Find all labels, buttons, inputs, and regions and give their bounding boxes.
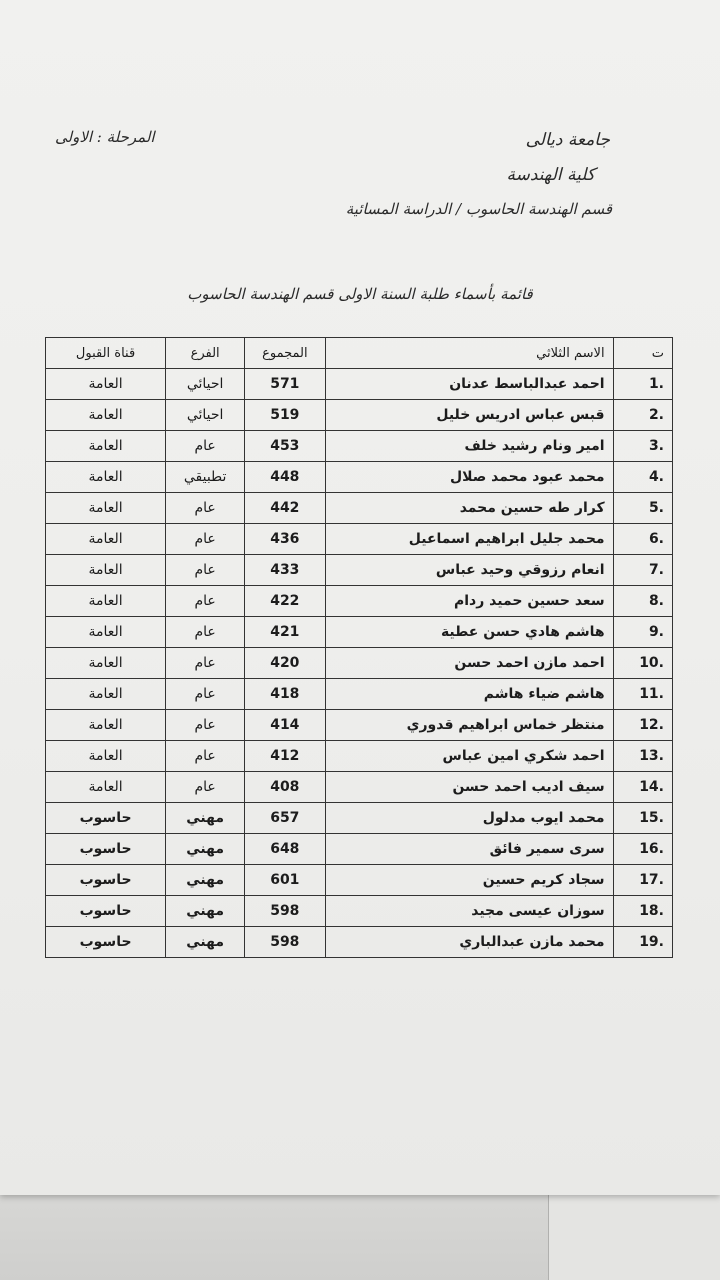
row-branch: احيائي (166, 400, 245, 431)
row-branch: عام (166, 431, 245, 462)
row-name: امير ونام رشيد خلف (325, 431, 613, 462)
header-branch: الفرع (166, 338, 245, 369)
list-title: قائمة بأسماء طلبة السنة الاولى قسم الهندسة الحاسوب (187, 285, 533, 303)
row-branch: عام (166, 586, 245, 617)
row-channel: العامة (46, 462, 166, 493)
row-name: محمد عبود محمد صلال (325, 462, 613, 493)
row-name: احمد عبدالباسط عدنان (325, 369, 613, 400)
row-total: 408 (245, 772, 325, 803)
row-num: 13. (613, 741, 672, 772)
table-row (46, 896, 673, 927)
row-branch: مهني (166, 896, 245, 927)
row-name: محمد مازن عبدالباري (325, 927, 613, 958)
row-num: 6. (613, 524, 672, 555)
table-row (46, 648, 673, 679)
row-num: 10. (613, 648, 672, 679)
row-total: 442 (245, 493, 325, 524)
row-total: 433 (245, 555, 325, 586)
underlying-sheet-corner (548, 1190, 720, 1280)
department-heading: قسم الهندسة الحاسوب / الدراسة المسائية (345, 200, 612, 218)
table-row (46, 462, 673, 493)
row-branch: عام (166, 741, 245, 772)
row-channel: حاسوب (46, 927, 166, 958)
row-channel: حاسوب (46, 896, 166, 927)
table-row (46, 369, 673, 400)
table-row (46, 772, 673, 803)
row-num: 1. (613, 369, 672, 400)
university-heading: جامعة ديالى (525, 130, 610, 150)
row-num: 2. (613, 400, 672, 431)
row-total: 598 (245, 896, 325, 927)
row-num: 4. (613, 462, 672, 493)
header-name: الاسم الثلاثي (325, 338, 613, 369)
college-heading: كلية الهندسة (506, 165, 595, 185)
header-channel: قناة القبول (46, 338, 166, 369)
row-channel: العامة (46, 772, 166, 803)
row-name: محمد جليل ابراهيم اسماعيل (325, 524, 613, 555)
row-branch: مهني (166, 865, 245, 896)
row-num: 19. (613, 927, 672, 958)
row-name: محمد ايوب مدلول (325, 803, 613, 834)
row-channel: العامة (46, 741, 166, 772)
row-name: هاشم ضياء هاشم (325, 679, 613, 710)
row-name: سرى سمير فائق (325, 834, 613, 865)
table-row (46, 555, 673, 586)
row-num: 18. (613, 896, 672, 927)
row-num: 12. (613, 710, 672, 741)
row-channel: العامة (46, 617, 166, 648)
row-total: 453 (245, 431, 325, 462)
row-branch: عام (166, 617, 245, 648)
row-num: 9. (613, 617, 672, 648)
row-num: 5. (613, 493, 672, 524)
row-channel: العامة (46, 493, 166, 524)
row-channel: العامة (46, 431, 166, 462)
row-name: انعام رزوقي وحيد عباس (325, 555, 613, 586)
row-total: 421 (245, 617, 325, 648)
row-num: 16. (613, 834, 672, 865)
row-total: 657 (245, 803, 325, 834)
table-row (46, 493, 673, 524)
row-branch: تطبيقي (166, 462, 245, 493)
row-branch: مهني (166, 803, 245, 834)
row-name: سجاد كريم حسين (325, 865, 613, 896)
row-channel: العامة (46, 524, 166, 555)
row-branch: عام (166, 555, 245, 586)
row-channel: العامة (46, 710, 166, 741)
row-num: 15. (613, 803, 672, 834)
row-branch: عام (166, 710, 245, 741)
row-branch: عام (166, 772, 245, 803)
table-row (46, 400, 673, 431)
row-channel: العامة (46, 400, 166, 431)
row-name: منتظر خماس ابراهيم قدوري (325, 710, 613, 741)
table-row (46, 586, 673, 617)
stage-label: المرحلة : الاولى (55, 128, 155, 146)
row-channel: العامة (46, 586, 166, 617)
row-total: 422 (245, 586, 325, 617)
row-branch: عام (166, 679, 245, 710)
row-num: 14. (613, 772, 672, 803)
row-branch: مهني (166, 834, 245, 865)
row-total: 598 (245, 927, 325, 958)
row-num: 17. (613, 865, 672, 896)
row-channel: حاسوب (46, 865, 166, 896)
row-total: 519 (245, 400, 325, 431)
table-row (46, 617, 673, 648)
row-name: احمد مازن احمد حسن (325, 648, 613, 679)
table-row (46, 927, 673, 958)
row-num: 11. (613, 679, 672, 710)
row-channel: العامة (46, 369, 166, 400)
table-row (46, 741, 673, 772)
row-channel: حاسوب (46, 803, 166, 834)
header-total: المجموع (245, 338, 325, 369)
row-branch: احيائي (166, 369, 245, 400)
row-total: 601 (245, 865, 325, 896)
row-branch: عام (166, 648, 245, 679)
row-channel: العامة (46, 648, 166, 679)
table-row (46, 679, 673, 710)
table-row (46, 431, 673, 462)
row-total: 412 (245, 741, 325, 772)
row-total: 571 (245, 369, 325, 400)
row-branch: عام (166, 524, 245, 555)
table-row (46, 524, 673, 555)
students-table (45, 337, 673, 958)
row-channel: العامة (46, 555, 166, 586)
row-num: 8. (613, 586, 672, 617)
table-row (46, 710, 673, 741)
row-name: سعد حسين حميد ردام (325, 586, 613, 617)
row-total: 436 (245, 524, 325, 555)
row-name: هاشم هادي حسن عطية (325, 617, 613, 648)
row-total: 418 (245, 679, 325, 710)
header-num: ت (613, 338, 672, 369)
table-row (46, 865, 673, 896)
table-row (46, 834, 673, 865)
row-branch: عام (166, 493, 245, 524)
row-total: 448 (245, 462, 325, 493)
row-name: سوزان عيسى مجيد (325, 896, 613, 927)
table-header-row (46, 338, 673, 369)
row-num: 7. (613, 555, 672, 586)
row-channel: العامة (46, 679, 166, 710)
table-body (46, 369, 673, 958)
table-row (46, 803, 673, 834)
row-total: 648 (245, 834, 325, 865)
row-total: 414 (245, 710, 325, 741)
row-name: كرار طه حسين محمد (325, 493, 613, 524)
row-name: سيف اديب احمد حسن (325, 772, 613, 803)
row-total: 420 (245, 648, 325, 679)
row-branch: مهني (166, 927, 245, 958)
row-name: احمد شكري امين عباس (325, 741, 613, 772)
row-name: قبس عباس ادريس خليل (325, 400, 613, 431)
row-num: 3. (613, 431, 672, 462)
row-channel: حاسوب (46, 834, 166, 865)
